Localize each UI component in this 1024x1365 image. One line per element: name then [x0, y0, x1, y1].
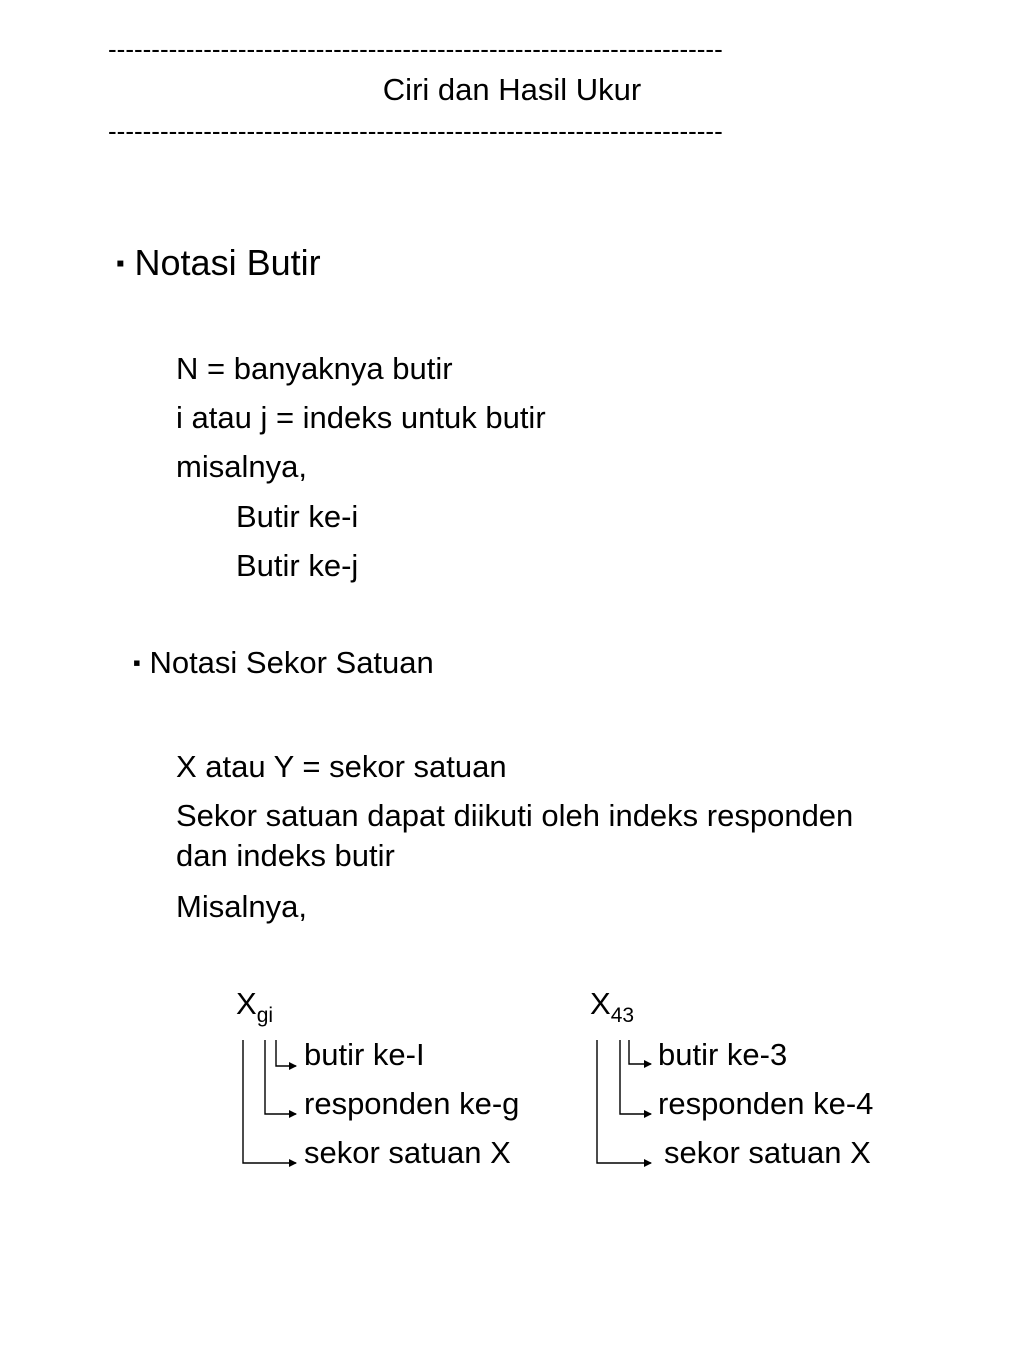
section1-line: Butir ke-i	[236, 499, 359, 534]
connector-butir-arrow	[276, 1040, 296, 1066]
example2-connectors	[597, 1040, 651, 1163]
section2-heading-text: Notasi Sekor Satuan	[149, 645, 434, 680]
connector-sekor-arrow	[597, 1040, 651, 1163]
section2-line: Sekor satuan dapat diikuti oleh indeks responden	[176, 798, 854, 833]
section1-bullet-icon: ▪	[116, 250, 125, 277]
header-rule-bottom: -----------------------------------------------------------------------	[108, 116, 723, 146]
section1-line: misalnya,	[176, 449, 307, 484]
section1-line: i atau j = indeks untuk butir	[176, 400, 546, 435]
connector-butir-arrow	[629, 1040, 651, 1064]
section1-line: Butir ke-j	[236, 548, 359, 583]
notation-subscript: 43	[610, 1004, 635, 1027]
example2-label-sekor: sekor satuan X	[664, 1135, 871, 1170]
section1-line: N = banyaknya butir	[176, 351, 453, 386]
example1-connectors	[243, 1040, 296, 1163]
section2-line: X atau Y = sekor satuan	[176, 749, 507, 784]
example2-label-responden: responden ke-4	[658, 1086, 874, 1121]
example1-label-sekor: sekor satuan X	[304, 1135, 511, 1170]
page-title: Ciri dan Hasil Ukur	[382, 72, 642, 107]
section2-bullet-icon: ▪	[133, 650, 141, 675]
notation-symbol: X	[590, 986, 611, 1021]
connector-sekor-arrow	[243, 1040, 296, 1163]
connector-responden-arrow	[265, 1040, 296, 1114]
connector-responden-arrow	[620, 1040, 651, 1114]
example2-label-butir: butir ke-3	[658, 1037, 788, 1072]
section2-line: dan indeks butir	[176, 838, 395, 873]
section2-line: Misalnya,	[176, 889, 307, 924]
example1-label-responden: responden ke-g	[304, 1086, 520, 1121]
header-rule-top: -----------------------------------------------------------------------	[108, 34, 723, 64]
example1-label-butir: butir ke-I	[304, 1037, 425, 1072]
notation-symbol: X	[236, 986, 257, 1021]
notation-subscript: gi	[256, 1004, 274, 1027]
section1-heading-text: Notasi Butir	[134, 242, 321, 283]
